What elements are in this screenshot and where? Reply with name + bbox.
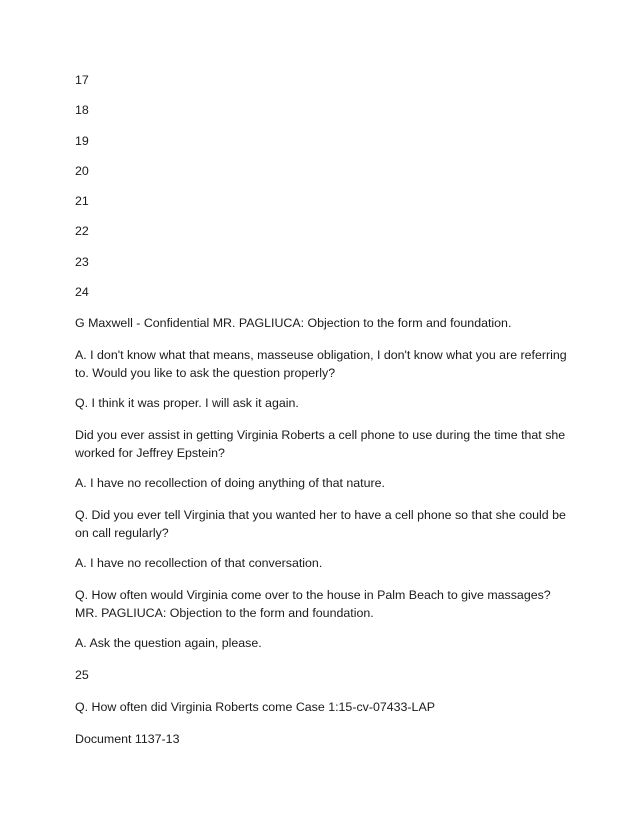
document-page bbox=[75, 70, 575, 762]
answer-paragraph: A. I have no recollection of doing anything of that nature. bbox=[75, 476, 385, 491]
question-paragraph: Q. How often did Virginia Roberts come Case 1:15-cv-07433-LAP bbox=[75, 700, 435, 715]
answer-paragraph: A. I have no recollection of that conversation. bbox=[75, 556, 323, 571]
line-number: 22 bbox=[75, 224, 89, 239]
question-paragraph: Q. I think it was proper. I will ask it again. bbox=[75, 396, 299, 411]
document-footer: Document 1137-13 bbox=[75, 732, 180, 747]
line-number: 17 bbox=[75, 73, 89, 87]
line-number: 21 bbox=[75, 194, 89, 209]
transcript-body bbox=[75, 314, 575, 748]
question-paragraph: Did you ever assist in getting Virginia Roberts a cell phone to use during the time that she worked for Jeffrey Epstein? bbox=[75, 428, 566, 461]
line-numbers bbox=[75, 70, 575, 312]
question-paragraph: Q. How often would Virginia come over to the house in Palm Beach to give massages? MR. PAGLIUCA: Objection to the form and foundation. bbox=[75, 588, 551, 621]
line-number: 19 bbox=[75, 133, 89, 148]
line-number: 18 bbox=[75, 103, 89, 118]
line-number: 20 bbox=[75, 163, 89, 178]
answer-paragraph: A. Ask the question again, please. bbox=[75, 636, 262, 651]
line-number: 23 bbox=[75, 254, 89, 269]
answer-paragraph: A. I don't know what that means, masseuse obligation, I don't know what you are referring to. Would you like to ask the question properly? bbox=[75, 348, 567, 381]
line-number: 24 bbox=[75, 285, 89, 300]
question-paragraph: Q. Did you ever tell Virginia that you wanted her to have a cell phone so that she could be on call regularly? bbox=[75, 508, 566, 541]
header-objection-paragraph: G Maxwell - Confidential MR. PAGLIUCA: Objection to the form and foundation. bbox=[75, 316, 512, 331]
line-number: 25 bbox=[75, 668, 89, 683]
